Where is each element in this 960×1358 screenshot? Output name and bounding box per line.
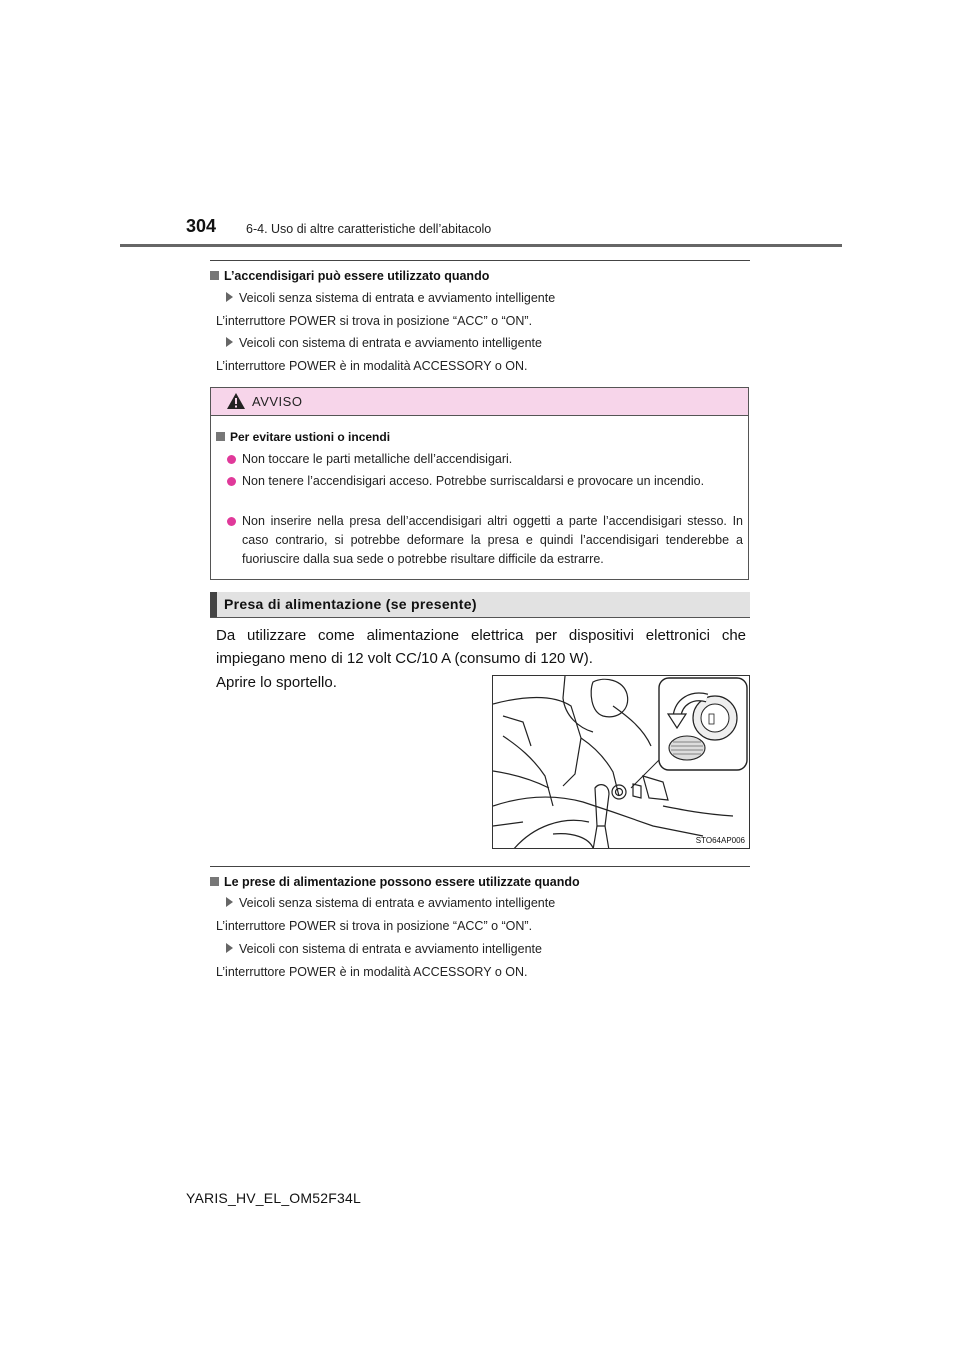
section-marker [210, 592, 217, 617]
page-number: 304 [186, 216, 217, 236]
circle-bullet-icon [227, 477, 236, 486]
list-item: Veicoli con sistema di entrata e avviamento intelligente [226, 336, 542, 350]
condition-text: L’interruttore POWER si trova in posizione “ACC” o “ON”. [216, 314, 533, 328]
header-divider [120, 244, 842, 247]
power-outlet-illustration [492, 675, 750, 849]
warning-item: Non toccare le parti metalliche dell’accendisigari. [227, 450, 743, 469]
cigarette-lighter-conditions-heading: L’accendisigari può essere utilizzato quando [210, 269, 489, 283]
condition-text: L’interruttore POWER è in modalità ACCESSORY o ON. [216, 359, 528, 373]
warning-title: AVVISO [252, 394, 303, 409]
list-item: Veicoli senza sistema di entrata e avviamento intelligente [226, 291, 555, 305]
condition-text: L’interruttore POWER è in modalità ACCESSORY o ON. [216, 965, 528, 979]
square-bullet-icon [210, 877, 219, 886]
square-bullet-icon [210, 271, 219, 280]
circle-bullet-icon [227, 517, 236, 526]
list-item: Veicoli senza sistema di entrata e avviamento intelligente [226, 896, 555, 910]
document-code: YARIS_HV_EL_OM52F34L [186, 1190, 361, 1206]
section-divider [210, 866, 750, 867]
power-outlet-description: Da utilizzare come alimentazione elettrica per dispositivi elettronici che impiegano meno di 12 volt CC/10 A (consumo di 120 W). [216, 627, 746, 667]
dashboard-drawing [493, 676, 750, 849]
triangle-bullet-icon [226, 897, 233, 907]
list-item: Veicoli con sistema di entrata e avviamento intelligente [226, 942, 542, 956]
warning-item: Non tenere l’accendisigari acceso. Potrebbe surriscaldarsi e provocare un incendio. [227, 472, 743, 491]
condition-text: L’interruttore POWER si trova in posizione “ACC” o “ON”. [216, 919, 533, 933]
circle-bullet-icon [227, 455, 236, 464]
power-outlet-conditions-heading: Le prese di alimentazione possono essere utilizzate quando [210, 875, 580, 889]
figure-code: STO64AP006 [695, 836, 745, 845]
chapter-title: 6-4. Uso di altre caratteristiche dell’abitacolo [246, 222, 492, 236]
warning-item: Non inserire nella presa dell’accendisigari altri oggetti a parte l’accendisigari stesso. In caso contrario, si potrebbe deformare la presa e quindi l’accendisigari tenderebbe a fuoriuscire dalla sua sede o potrebbe risultare difficile da estrarre. [227, 512, 743, 569]
triangle-bullet-icon [226, 943, 233, 953]
warning-triangle-icon [226, 392, 246, 410]
triangle-bullet-icon [226, 292, 233, 302]
square-bullet-icon [216, 432, 225, 441]
section-divider [210, 260, 750, 261]
triangle-bullet-icon [226, 337, 233, 347]
warning-subheading: Per evitare ustioni o incendi [216, 430, 390, 444]
instruction-text: Aprire lo sportello. [216, 674, 337, 691]
section-title: Presa di alimentazione (se presente) [224, 596, 477, 612]
